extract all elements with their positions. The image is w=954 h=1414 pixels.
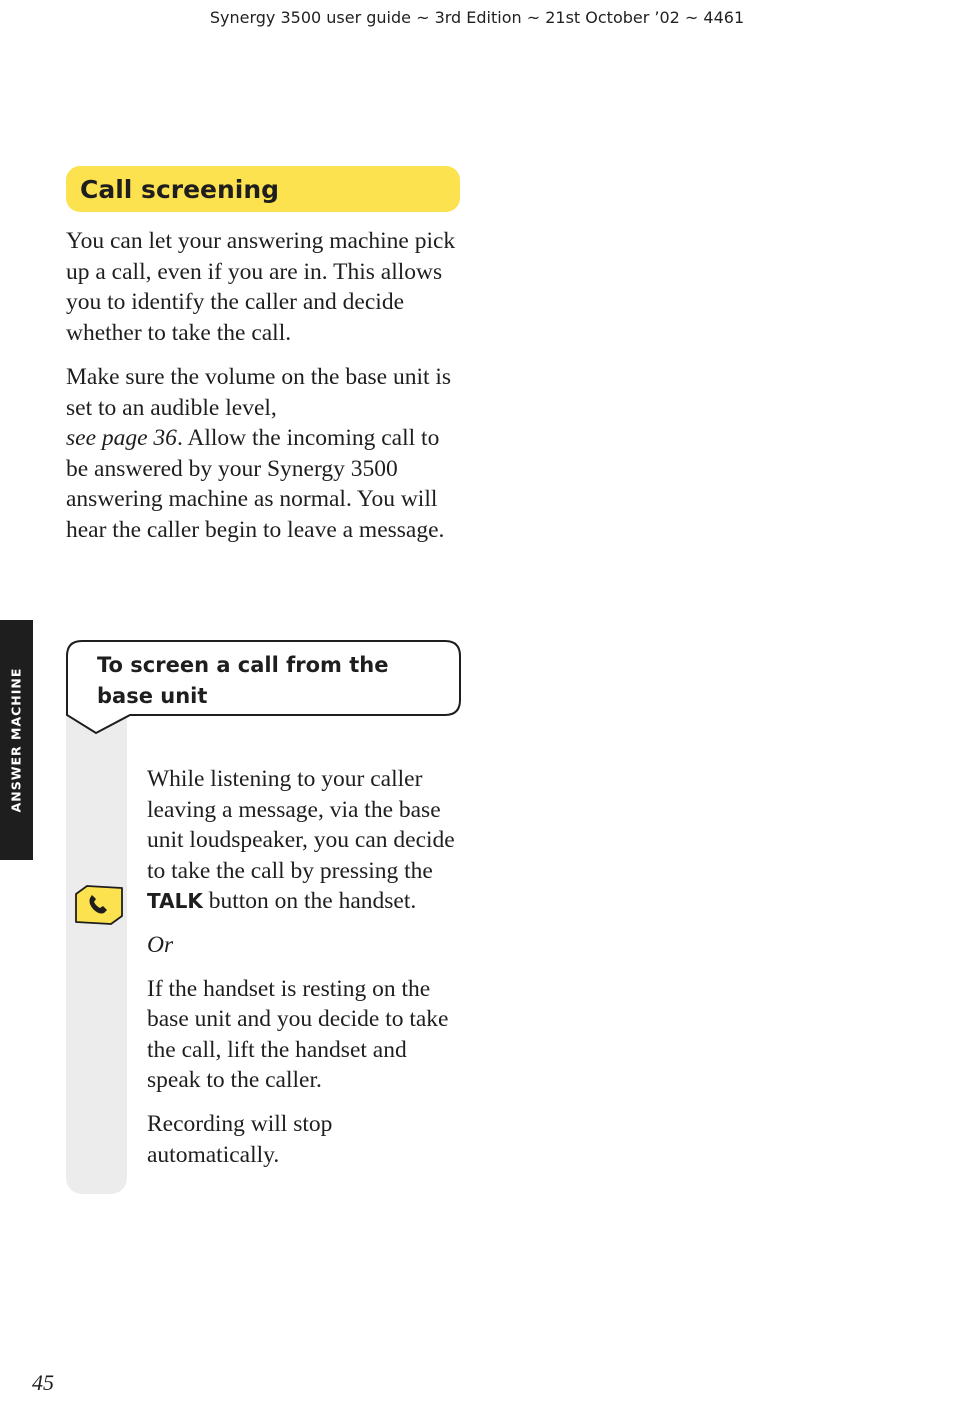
step-three: Recording will stop automatically. bbox=[147, 1110, 333, 1168]
procedure-steps bbox=[147, 764, 465, 1183]
step-one bbox=[147, 764, 465, 917]
callout-title bbox=[97, 650, 397, 712]
volume-paragraph-end: . Allow the incoming call to be answered by your Synergy 3500 answering machine as normal. You will hear the caller begin to leave a message. bbox=[66, 425, 445, 543]
side-tab-label: ANSWER MACHINE bbox=[8, 667, 24, 813]
callout-title-line2: base unit bbox=[97, 684, 208, 708]
step-one-text-start: While listening to your caller leaving a message, via the base unit loudspeaker, you can decide to take the call by pressing the bbox=[147, 766, 455, 884]
section-heading bbox=[66, 166, 460, 212]
procedure-callout bbox=[66, 640, 461, 736]
document-header: Synergy 3500 user guide ~ 3rd Edition ~ 21st October ’02 ~ 4461 bbox=[209, 8, 745, 27]
instruction-icon-column bbox=[66, 700, 127, 1194]
section-title: Call screening bbox=[80, 174, 280, 204]
step-two: If the handset is resting on the base unit and you decide to take the call, lift the handset and speak to the caller. bbox=[147, 975, 449, 1094]
side-tab bbox=[0, 620, 33, 860]
page-number: 45 bbox=[32, 1370, 54, 1395]
page-reference-link[interactable]: see page 36 bbox=[66, 425, 177, 452]
talk-button-label: TALK bbox=[147, 889, 203, 914]
volume-paragraph-start: Make sure the volume on the base unit is set to an audible level, bbox=[66, 364, 452, 421]
step-one-text-end: button on the handset. bbox=[208, 888, 417, 915]
phone-handset-icon bbox=[74, 884, 124, 926]
callout-title-line1: To screen a call from the bbox=[97, 653, 389, 677]
intro-paragraph: You can let your answering machine pick up a call, even if you are in. This allows you to identify the caller and decide whether to take the call. bbox=[66, 228, 456, 346]
volume-paragraph bbox=[66, 362, 460, 546]
or-separator: Or bbox=[147, 931, 174, 958]
